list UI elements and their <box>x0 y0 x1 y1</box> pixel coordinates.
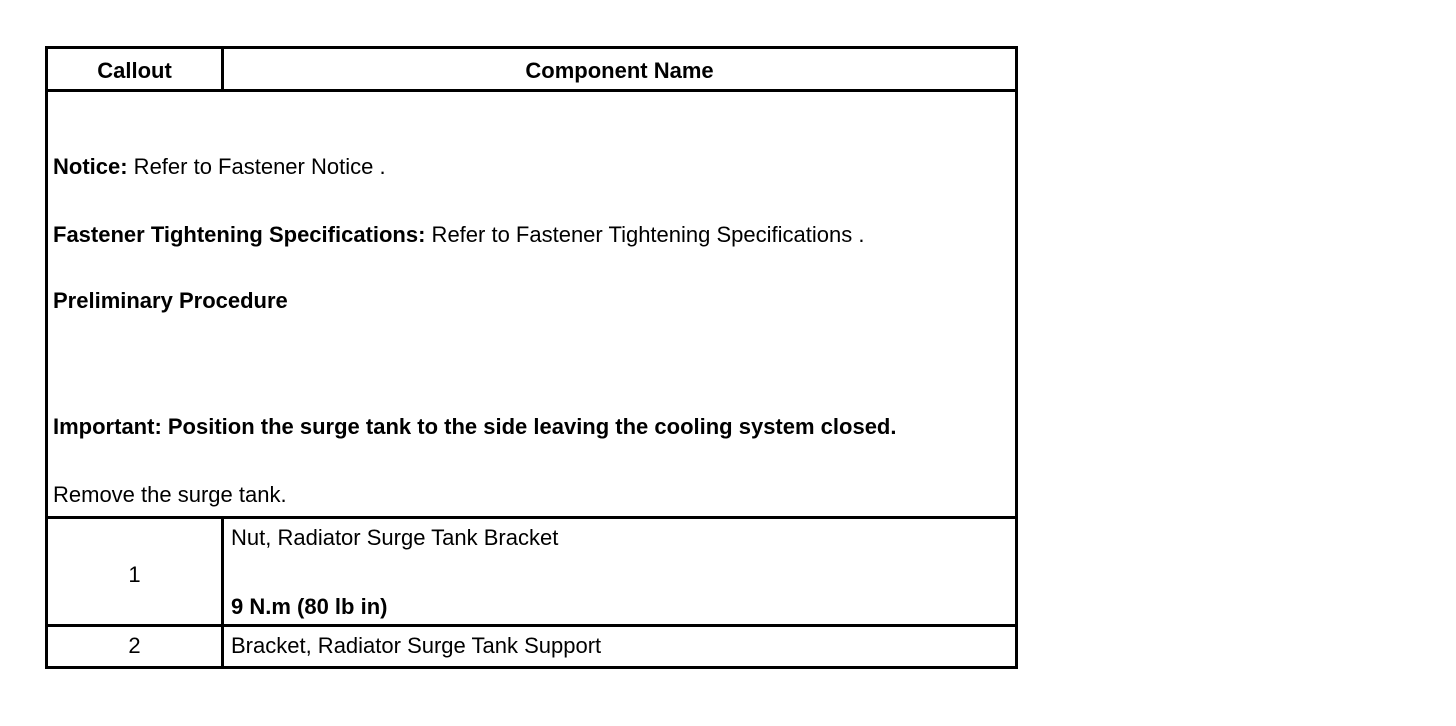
callout-cell <box>48 627 224 666</box>
component-cell <box>224 627 1015 666</box>
component-name-header: Component Name <box>525 58 714 83</box>
callout-number: 2 <box>128 633 141 658</box>
callout-header: Callout <box>97 58 172 83</box>
notice-label: Notice: <box>53 154 128 179</box>
spec-line <box>53 222 864 248</box>
table-row <box>48 519 1015 627</box>
important-note: Important: Position the surge tank to the side leaving the cooling system closed. <box>53 414 897 439</box>
table-row <box>48 627 1015 666</box>
component-table <box>45 46 1018 669</box>
callout-header-cell <box>48 49 224 89</box>
torque-spec: 9 N.m (80 lb in) <box>231 594 388 619</box>
procedure-notes <box>48 92 1015 519</box>
notice-text: Refer to Fastener Notice . <box>127 154 386 179</box>
component-cell <box>224 519 1015 624</box>
remove-instruction: Remove the surge tank. <box>53 482 287 507</box>
component-name: Nut, Radiator Surge Tank Bracket <box>231 525 559 550</box>
notice-line <box>53 154 386 180</box>
table-header-row <box>48 49 1015 92</box>
spec-text: Refer to Fastener Tightening Specifications . <box>425 222 865 247</box>
callout-cell <box>48 519 224 624</box>
callout-number: 1 <box>128 562 141 587</box>
spec-label: Fastener Tightening Specifications: <box>53 222 426 247</box>
component-name-header-cell <box>224 49 1015 89</box>
preliminary-procedure: Preliminary Procedure <box>53 288 288 313</box>
component-name: Bracket, Radiator Surge Tank Support <box>231 633 602 658</box>
